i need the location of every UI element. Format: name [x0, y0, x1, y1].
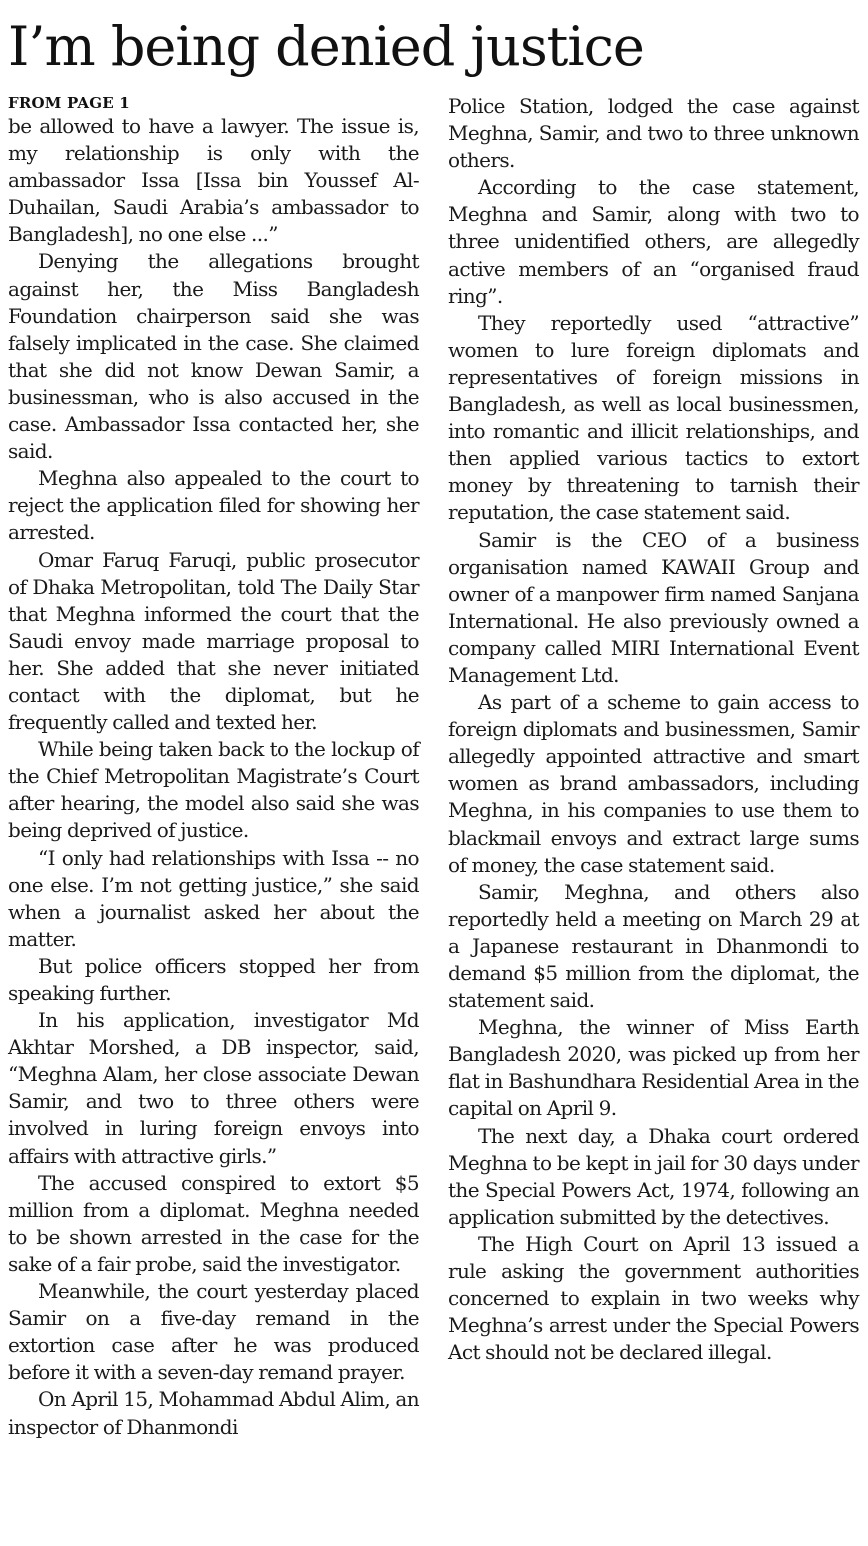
paragraph: While being taken back to the lockup of the Chief Metropolitan Magistrate’s Court after hearing, the model also said she was being deprived of justice. [8, 737, 419, 843]
paragraph: be allowed to have a lawyer. The issue is, my relationship is only with the ambassador Issa [Issa bin Youssef Al-Duhailan, Saudi Arabia’s ambassador to Bangladesh], no one else ...” [8, 114, 419, 247]
paragraph: “I only had relationships with Issa -- no one else. I’m not getting justice,” she said when a journalist asked her about the matter. [8, 845, 419, 951]
left-column [8, 93, 419, 1441]
paragraph: In his application, investigator Md Akhtar Morshed, a DB inspector, said, “Meghna Alam, her close associate Dewan Samir, and two to three others were involved in luring foreign envoys into affairs with attractive girls.” [8, 1008, 419, 1168]
paragraph: The next day, a Dhaka court ordered Meghna to be kept in jail for 30 days under the Special Powers Act, 1974, following an application submitted by the detectives. [448, 1123, 859, 1229]
headline: I’m being denied justice [8, 15, 644, 78]
paragraph: Denying the allegations brought against her, the Miss Bangladesh Foundation chairperson said she was falsely implicated in the case. She claimed that she did not know Dewan Samir, a businessman, who is also accused in the case. Ambassador Issa contacted her, she said. [8, 249, 419, 464]
paragraph: Police Station, lodged the case against Meghna, Samir, and two to three unknown others. [448, 94, 859, 173]
paragraph: According to the case statement, Meghna and Samir, along with two to three unidentified others, are allegedly active members of an “organised fraud ring”. [448, 175, 859, 308]
paragraph: Meanwhile, the court yesterday placed Samir on a five-day remand in the extortion case after he was produced before it with a seven-day remand prayer. [8, 1279, 419, 1385]
jump-label: FROM PAGE 1 [8, 94, 130, 112]
paragraph: As part of a scheme to gain access to foreign diplomats and businessmen, Samir allegedly appointed attractive and smart women as brand ambassadors, including Meghna, in his companies to use them to blackmail envoys and extract large sums of money, the case statement said. [448, 690, 859, 877]
paragraph: Samir, Meghna, and others also reportedly held a meeting on March 29 at a Japanese restaurant in Dhanmondi to demand $5 million from the diplomat, the statement said. [448, 879, 859, 1013]
paragraph: The accused conspired to extort $5 million from a diplomat. Meghna needed to be shown arrested in the case for the sake of a fair probe, said the investigator. [8, 1170, 419, 1276]
paragraph: Meghna also appealed to the court to reject the application filed for showing her arrested. [8, 466, 419, 545]
paragraph: Meghna, the winner of Miss Earth Bangladesh 2020, was picked up from her flat in Bashundhara Residential Area in the capital on April 9. [448, 1015, 859, 1121]
paragraph: Samir is the CEO of a business organisation named KAWAII Group and owner of a manpower firm named Sanjana International. He also previously owned a company called MIRI International Event Management Ltd. [448, 527, 859, 687]
paragraph: On April 15, Mohammad Abdul Alim, an inspector of Dhanmondi [8, 1387, 419, 1439]
paragraph: Omar Faruq Faruqi, public prosecutor of Dhaka Metropolitan, told The Daily Star that Meghna informed the court that the Saudi envoy made marriage proposal to her. She added that she never initiated contact with the diplomat, but he frequently called and texted her. [8, 547, 419, 735]
paragraph: But police officers stopped her from speaking further. [8, 953, 419, 1005]
right-column [448, 93, 859, 1366]
paragraph: The High Court on April 13 issued a rule asking the government authorities concerned to explain in two weeks why Meghna’s arrest under the Special Powers Act should not be declared illegal. [448, 1231, 859, 1365]
paragraph: They reportedly used “attractive” women to lure foreign diplomats and representatives of foreign missions in Bangladesh, as well as local businessmen, into romantic and illicit relationships, and then applied various tactics to extort money by threatening to tarnish their reputation, the case statement said. [448, 310, 859, 525]
